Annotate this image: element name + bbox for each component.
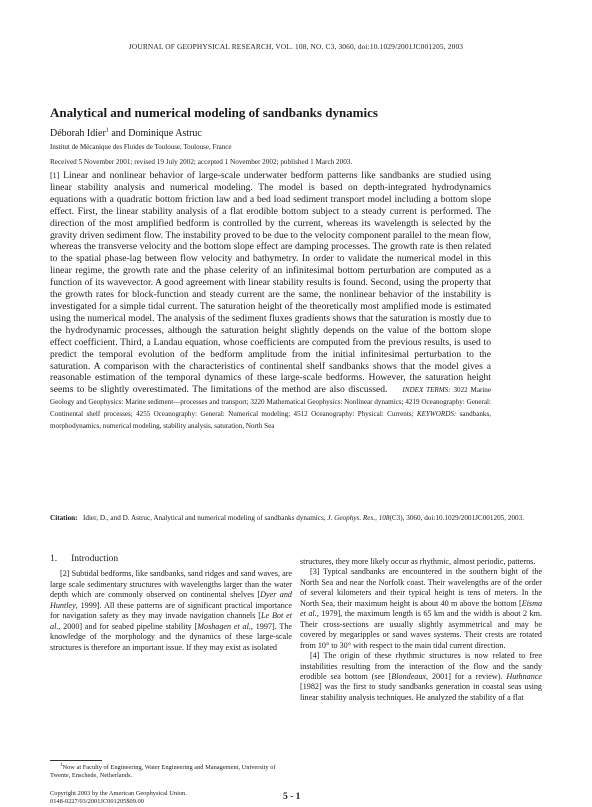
index-terms-label: INDEX TERMS: (402, 386, 451, 395)
section-number: 1. (50, 554, 58, 564)
paragraph-text: , 2001] for a review). (426, 671, 507, 681)
paragraph-text: , 1979], the maximum length is 65 km and the width is about 2 km. Their cross-sections are usually slightly asymmetrical and may be covered by megaripples or sand waves systems. Their crests are rotated from 10° to 30° with respect to the main tidal current direction. (300, 609, 542, 650)
author-2: and Dominique Astruc (108, 128, 202, 139)
section-heading (50, 554, 292, 564)
citation-label: Citation: (50, 514, 78, 522)
abstract (50, 170, 491, 432)
copyright (50, 790, 292, 805)
author-1-footnote-mark: 1 (105, 127, 109, 134)
journal-header: JOURNAL OF GEOPHYSICAL RESEARCH, VOL. 108, NO. C3, 3060, doi:10.1029/2001JC001205, 2003 (128, 42, 464, 51)
page-number: 5 - 1 (283, 792, 301, 802)
keywords-label: KEYWORDS: (416, 410, 457, 419)
paragraph-number: [3] (310, 567, 320, 577)
author-1: Déborah Idier (50, 128, 106, 139)
paragraph-2 (50, 569, 292, 653)
footnote-text: Now at Faculty of Engineering, Water Engineering and Management, University of Twente, Enschede, Netherlands. (50, 764, 276, 780)
paper-title: Analytical and numerical modeling of sandbanks dynamics (50, 105, 378, 120)
reference-link[interactable]: Moshagen et al. (197, 621, 251, 631)
right-column (300, 557, 542, 703)
citation-post: (C3), 3060, doi:10.1029/2001JC001205, 2003. (389, 514, 525, 522)
reference-link[interactable]: Eisma et al. (300, 598, 542, 619)
paragraph-text: , 1999]. All these patterns are of significant practical importance for navigation safety as they may invade navigation channels [ (50, 600, 292, 621)
citation-pre: Idier, D., and D. Astruc, Analytical and numerical modeling of sandbanks dynamics, (82, 514, 326, 522)
reference-link[interactable]: Huthnance (506, 671, 542, 681)
paragraph-text: , 2000] and for seabed pipeline stability [ (58, 621, 198, 631)
abstract-paragraph-number: [1] (50, 171, 60, 180)
publication-dates: Received 5 November 2001; revised 19 July 2002; accepted 1 November 2002; published 1 March 2003. (50, 158, 353, 166)
paragraph-2-continued: structures, they more likely occur as rhythmic, almost periodic, patterns. (300, 557, 536, 566)
footnote (50, 764, 292, 780)
citation (50, 513, 550, 523)
paragraph-text: Subtidal bedforms, like sandbanks, sand ridges and sand waves, are large scale sedimentary structures with wavelengths larger than the water depth which are commonly observed on continental shelves [ (50, 569, 293, 600)
section-title: Introduction (71, 554, 119, 564)
paragraph-number: [2] (60, 569, 70, 579)
authors (50, 128, 202, 139)
reference-link[interactable]: Blondeaux (391, 671, 427, 681)
paragraph-3 (300, 567, 542, 651)
paragraph-4 (300, 651, 542, 703)
left-column (50, 554, 292, 653)
citation-journal: J. Geophys. Res., 108 (327, 514, 390, 522)
copyright-line: Copyright 2003 by the American Geophysical Union. (50, 790, 187, 797)
reference-link[interactable]: Le Bot et al. (50, 611, 292, 631)
paragraph-text: The origin of these rhythmic structures is now related to free instabilities resulting from the interaction of the flow and the sandy erodible sea bottom (see [ (300, 651, 542, 681)
paragraph-number: [4] (310, 651, 320, 661)
index-terms-text: 3022 Marine Geology and Geophysics: Marine sediment—processes and transport; 3220 Mathematical Geophysics: Nonlinear dynamics; 4219 Oceanography: General: Continental shelf processes; 4255 Oceanography: General: Numerical modeling; 4512 Oceanography: Physical: Currents; (50, 386, 492, 419)
keywords-text: sandbanks, morphodynamics, numerical modeling, stability analysis, saturation, North Sea (50, 410, 491, 431)
paragraph-text: Typical sandbanks are encountered in the southern bight of the North Sea and near the Norfolk coast. Their wavelengths are of the order of several kilometers and their typical height is tens of meters. In the North Sea, their maximum height is about 40 m above the bottom [ (300, 567, 542, 608)
footnote-divider (50, 760, 102, 761)
abstract-text: Linear and nonlinear behavior of large-scale underwater bedform patterns like sandbanks are studied using linear stability analysis and numerical modeling. The model is based on depth-integrated hydrodynamics equations with a quadratic bottom friction law and a bed load sediment transport model including a bottom slope effect. First, the linear stability analysis of a flat erodible bottom subject to a steady current is performed. The direction of the most amplified bedform is controlled by the current, whereas its wavelength is selected by the gravity driven sediment flow. The instability proved to be due to the velocity component parallel to the mean flow, whereas the transverse velocity and the bottom slope effect are damping processes. The growth rate is then related to the spatial phase-lag between flow velocity and bathymetry. In order to validate the numerical model in this linear regime, the growth rate and the phase celerity of an infinitesimal bottom perturbation are computed as a function of its wavevector. A good agreement with linear stability results is found. Second, using the property that the growth rates for block-function and steady current are the same, the nonlinear behavior of the instability is investigated for a simple tidal current. The saturation height of the theoretically most amplified mode is estimated using the numerical model. The analysis of the sediment fluxes gradients shows that the saturation is mostly due to the hydrodynamic processes, although the saturation height slightly depends on the value of the bottom slope effect coefficient. Third, a Landau equation, whose coefficients are computed from the previous results, is used to predict the temporal evolution of the bedform amplitude from the initial infinitesimal perturbation to the saturation. A comparison with the characteristics of continental shelf sandbanks shows that the model gives a reasonable estimation of the temporal dynamics of these large-scale bedforms. However, the saturation height seems to be slightly overestimated. The limitations of the method are also discussed. (50, 170, 491, 396)
reference-link[interactable]: Dyer and Huntley (50, 590, 292, 610)
paragraph-text: , 1997]. The knowledge of the morphology and the dynamics of these large-scale structures is therefore an important issue. If they may exist as isolated (50, 621, 292, 652)
affiliation: Institut de Mécanique des Fluides de Toulouse, Toulouse, France (50, 143, 232, 151)
issn-line: 0148-0227/03/2001JC001205$09.00 (50, 797, 144, 805)
footnote-mark: 1 (60, 762, 63, 768)
paragraph-text: [1982] was the first to study sandbanks generation in coastal seas using linear stability analysis techniques. He analyzed the stability of a flat (300, 682, 542, 702)
